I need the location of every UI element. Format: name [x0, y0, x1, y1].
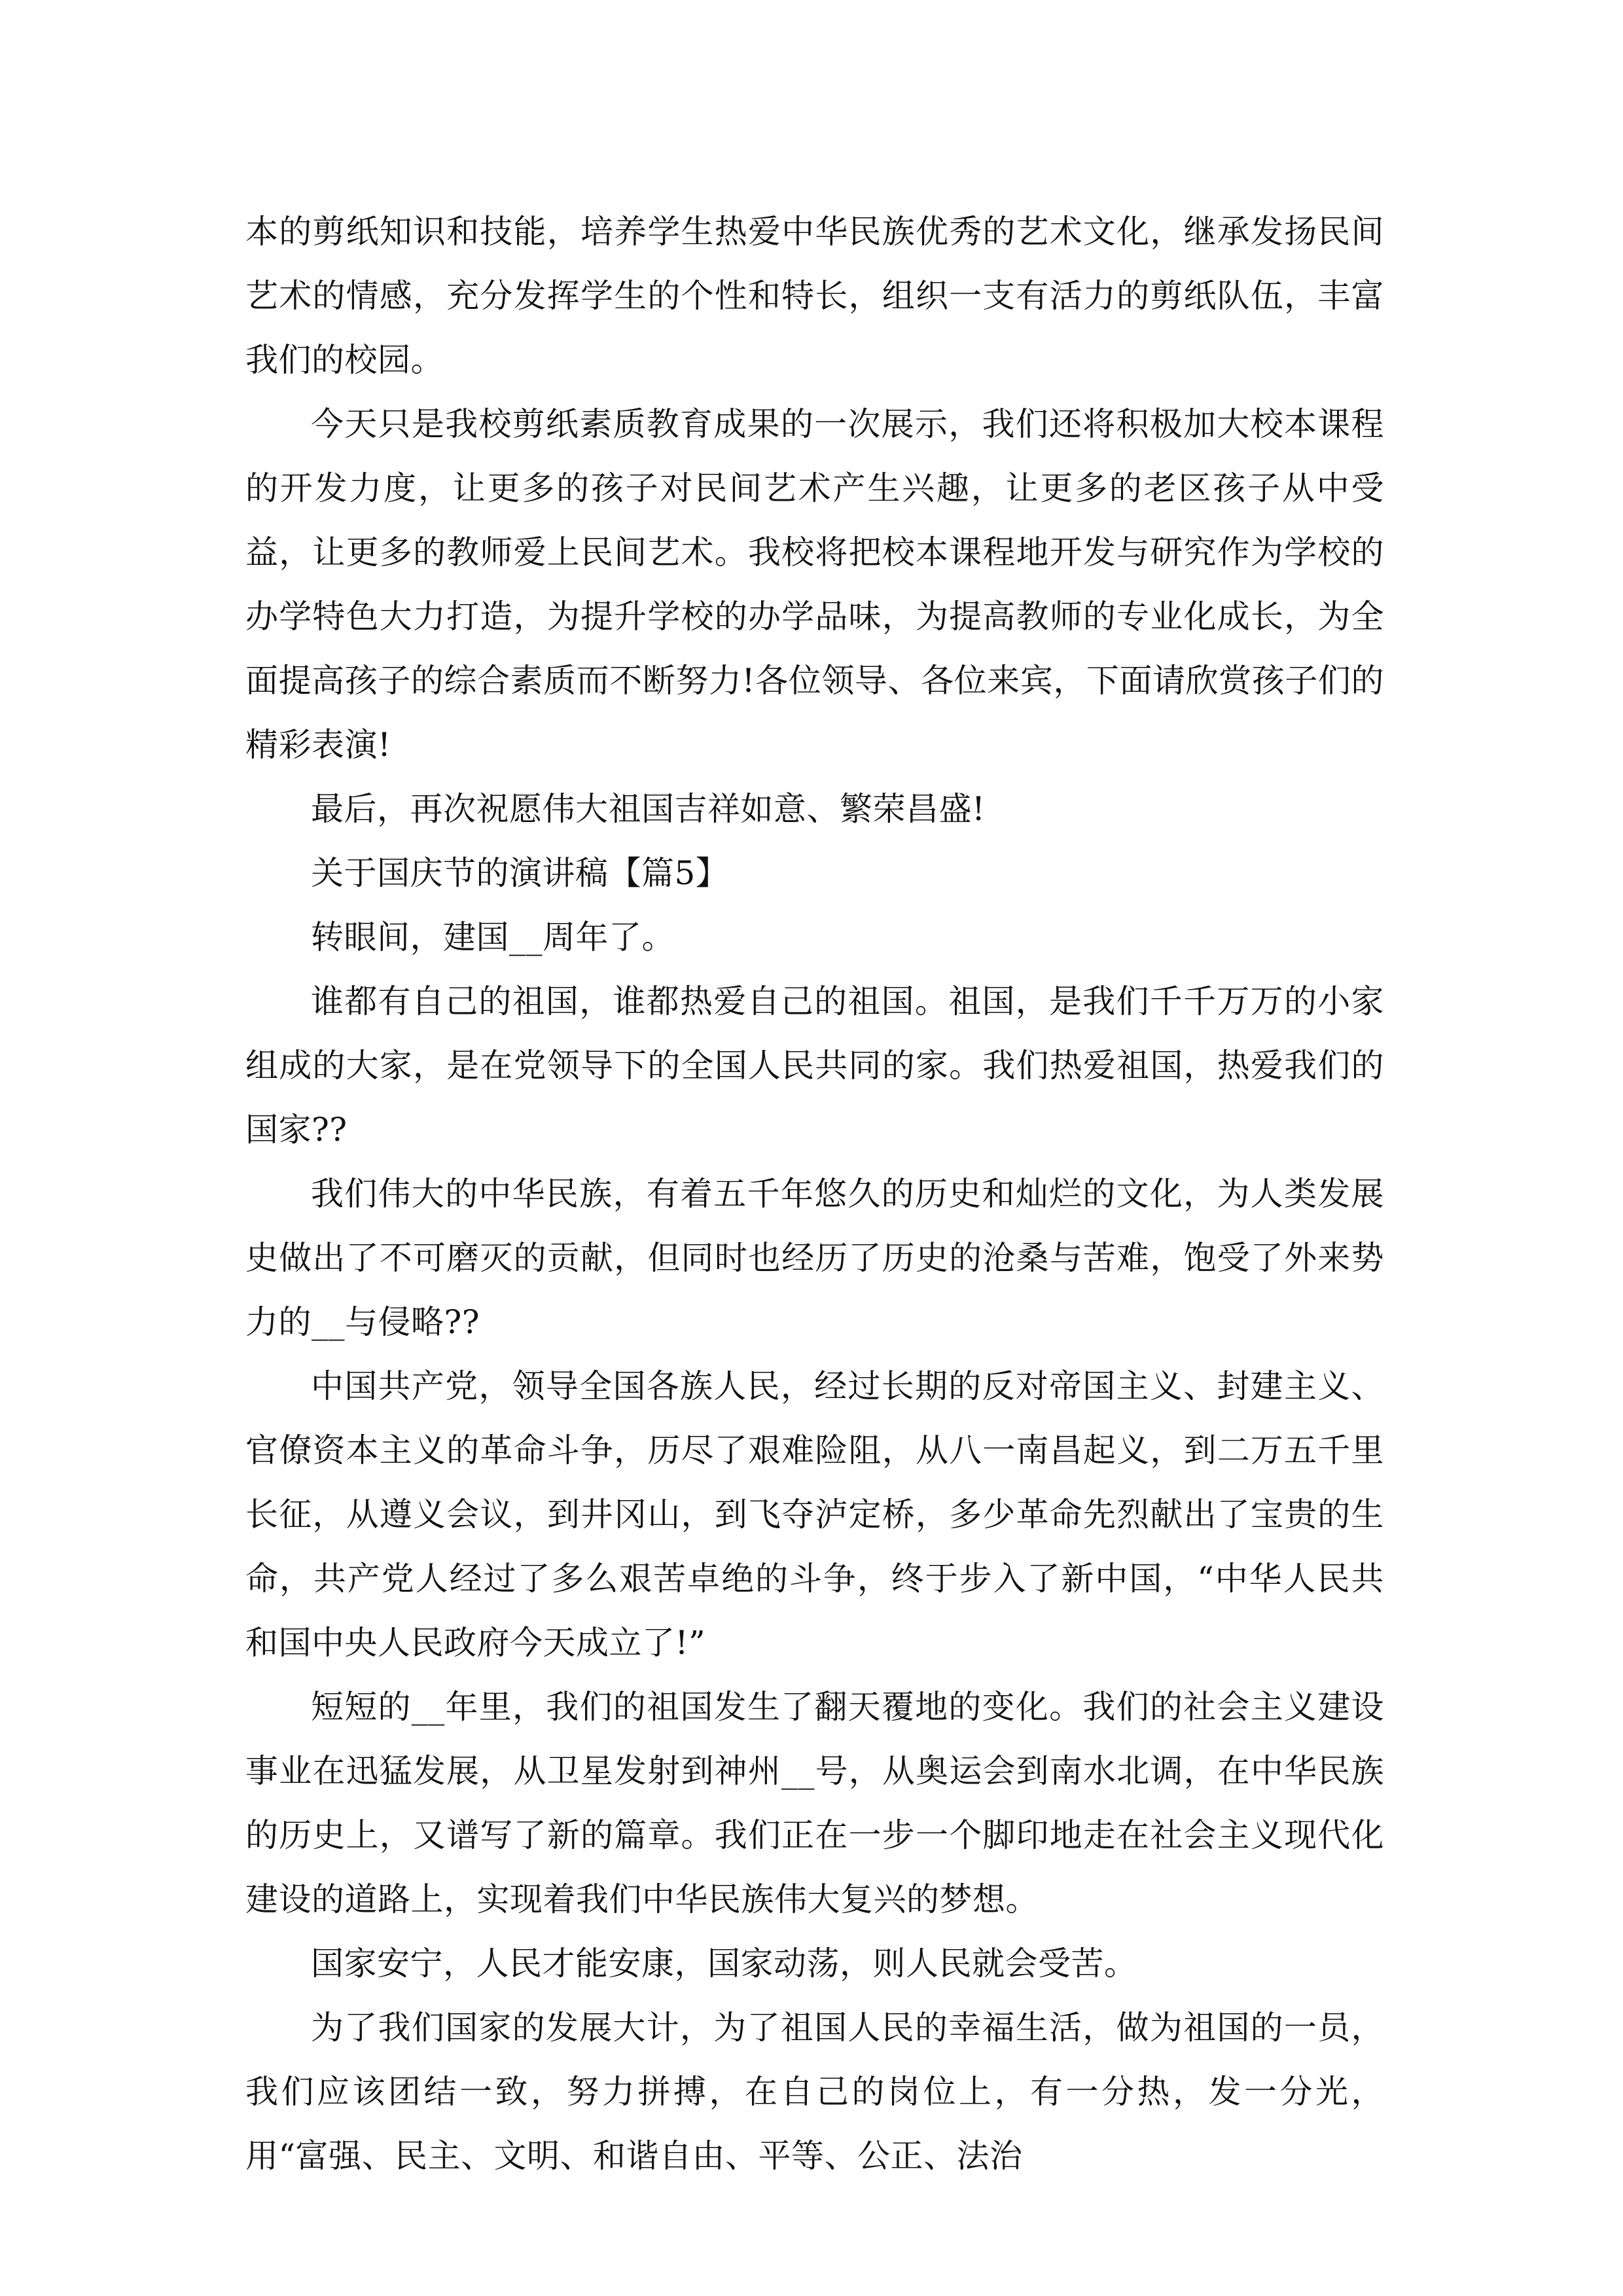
paragraph-8: 中国共产党，领导全国各族人民，经过长期的反对帝国主义、封建主义、官僚资本主义的革命斗争，历尽了艰难险阻，从八一南昌起义，到二万五千里长征，从遵义会议，到井冈山，到飞夺泸定桥，多少革命先烈献出了宝贵的生命，共产党人经过了多么艰苦卓绝的斗争，终于步入了新中国，“中华人民共和国中央人民政府今天成立了!”	[245, 1367, 1384, 1662]
paragraph-2: 今天只是我校剪纸素质教育成果的一次展示，我们还将积极加大校本课程的开发力度，让更多的孩子对民间艺术产生兴趣，让更多的老区孩子从中受益，让更多的教师爱上民间艺术。我校将把校本课程地开发与研究作为学校的办学特色大力打造，为提升学校的办学品味，为提高教师的专业化成长，为全面提高孩子的综合素质而不断努力!各位领导、各位来宾，下面请欣赏孩子们的精彩表演!	[245, 405, 1384, 764]
paragraph-3: 最后，再次祝愿伟大祖国吉祥如意、繁荣昌盛!	[311, 790, 986, 828]
paragraph-7: 我们伟大的中华民族，有着五千年悠久的历史和灿烂的文化，为人类发展史做出了不可磨灭的贡献，但同时也经历了历史的沧桑与苦难，饱受了外来势力的__与侵略??	[245, 1175, 1384, 1341]
paragraph-6: 谁都有自己的祖国，谁都热爱自己的祖国。祖国，是我们千千万万的小家组成的大家，是在党领导下的全国人民共同的家。我们热爱祖国，热爱我们的国家??	[245, 982, 1384, 1149]
paragraph-9: 短短的__年里，我们的祖国发生了翻天覆地的变化。我们的社会主义建设事业在迅猛发展，从卫星发射到神州__号，从奥运会到南水北调，在中华民族的历史上，又谱写了新的篇章。我们正在一步一个脚印地走在社会主义现代化建设的道路上，实现着我们中华民族伟大复兴的梦想。	[245, 1688, 1384, 1918]
paragraph-1: 本的剪纸知识和技能，培养学生热爱中华民族优秀的艺术文化，继承发扬民间艺术的情感，充分发挥学生的个性和特长，组织一支有活力的剪纸队伍，丰富我们的校园。	[245, 213, 1384, 379]
paragraph-5: 转眼间，建国__周年了。	[311, 918, 675, 956]
paragraph-11: 为了我们国家的发展大计，为了祖国人民的幸福生活，做为祖国的一员，我们应该团结一致，努力拼搏，在自己的岗位上，有一分热，发一分光，用“富强、民主、文明、和谐自由、平等、公正、法治	[245, 2009, 1384, 2175]
section-heading: 关于国庆节的演讲稿【篇5】	[311, 854, 729, 892]
paragraph-10: 国家安宁，人民才能安康，国家动荡，则人民就会受苦。	[311, 1945, 1137, 1982]
document-body	[245, 200, 1384, 2188]
